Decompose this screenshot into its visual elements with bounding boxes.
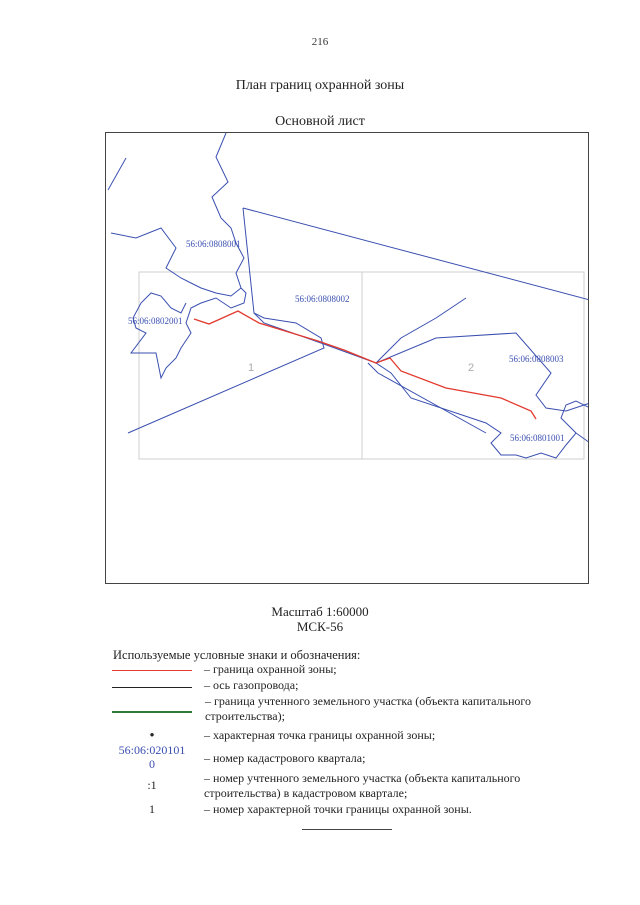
legend-item-quarter-number — [108, 743, 608, 773]
dot-symbol: ● — [149, 730, 155, 739]
legend-text: – граница учтенного земельного участка (объекта капитального строительства); — [205, 694, 532, 723]
quarter-label: 56:06:0808002 — [295, 294, 350, 304]
legend-item-pipeline-axis — [108, 678, 608, 694]
green-line-symbol — [112, 711, 192, 713]
legend-item-parcel-number — [108, 771, 608, 803]
cadastral-map — [106, 133, 589, 584]
protection-zone-line — [194, 311, 536, 419]
page-title: План границ охранной зоны — [235, 78, 405, 93]
quarter-label: 56:06:0808001 — [186, 239, 241, 249]
red-line-symbol — [112, 670, 192, 671]
sheet-label-2: 2 — [468, 362, 475, 374]
crs-text: МСК-56 — [296, 619, 344, 634]
legend-item-point — [108, 728, 608, 744]
legend-item-parcel-boundary — [108, 694, 608, 726]
legend-heading: Используемые условные знаки и обозначения: — [113, 648, 361, 662]
point-number-sample: 1 — [149, 802, 155, 816]
legend-text: – характерная точка границы охранной зоны; — [204, 728, 436, 742]
sheet-subtitle: Основной лист — [275, 114, 365, 129]
quarter-label: 56:06:0801001 — [510, 433, 565, 443]
black-line-symbol — [112, 687, 192, 688]
legend-text: – номер учтенного земельного участка (объекта капитального строительства) в кадастровом квартале; — [204, 771, 521, 800]
scale-block — [0, 604, 640, 634]
legend-text: – номер кадастрового квартала; — [204, 751, 366, 765]
quarter-number-sample: 56:06:020101 0 — [118, 743, 186, 771]
legend-item-point-number — [108, 802, 608, 818]
quarter-label: 56:06:0802001 — [128, 316, 183, 326]
legend-text: – ось газопровода; — [204, 678, 299, 692]
page-number: 216 — [311, 36, 329, 48]
end-divider — [302, 829, 392, 830]
scale-text: Масштаб 1:60000 — [271, 604, 369, 619]
legend-item-zone-boundary — [108, 662, 608, 678]
parcel-number-sample: :1 — [147, 778, 157, 792]
quarter-label: 56:06:0808003 — [509, 354, 564, 364]
sheet-label-1: 1 — [248, 362, 255, 374]
legend-text: – номер характерной точки границы охранной зоны. — [204, 802, 472, 816]
map-frame — [105, 132, 589, 584]
legend-text: – граница охранной зоны; — [204, 662, 337, 676]
